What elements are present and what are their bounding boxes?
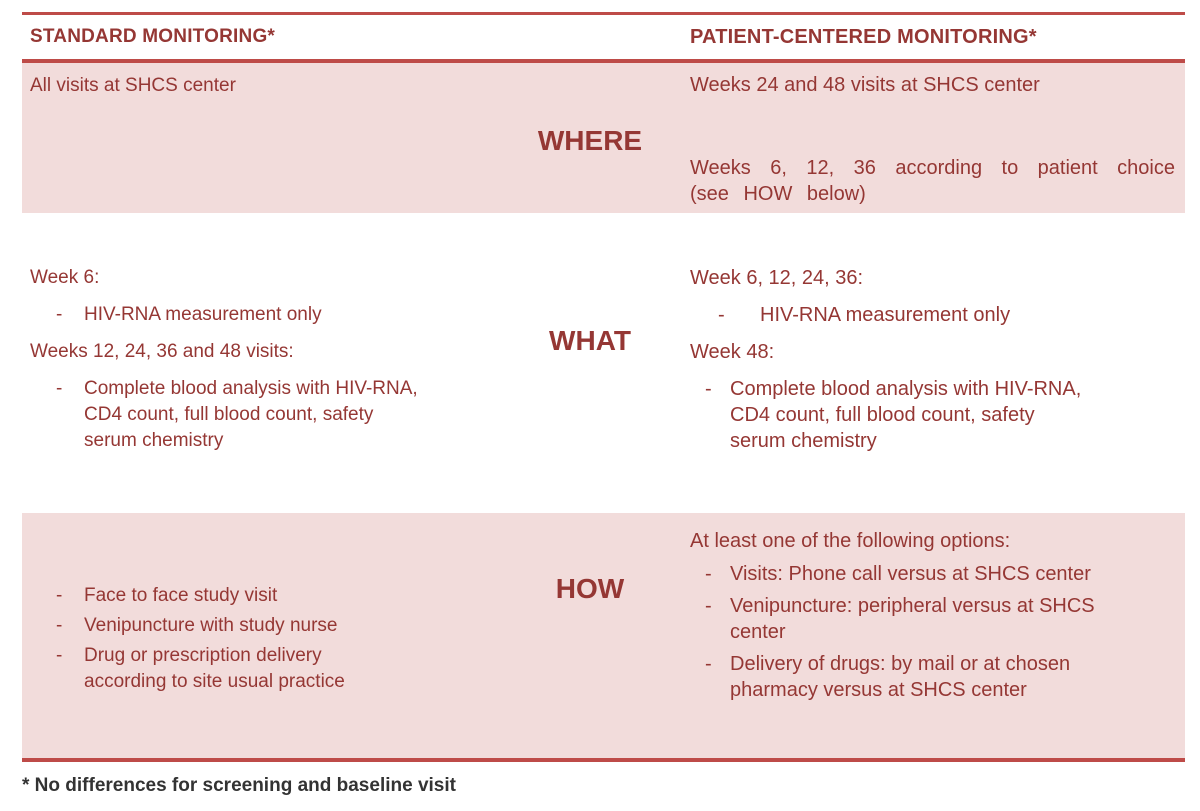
how-patient-cell <box>690 513 1185 758</box>
what-patient-heading-2: Week 48: <box>690 341 775 363</box>
dash-bullet: - <box>705 653 712 675</box>
list-item <box>718 302 1175 328</box>
where-standard-text: All visits at SHCS center <box>30 75 236 96</box>
how-patient-intro: At least one of the following options: <box>690 530 1011 552</box>
row-label-where: WHERE <box>537 125 643 156</box>
what-patient-bullet-1: HIV-RNA measurement only <box>760 304 1011 326</box>
how-standard-bullet-3: Drug or prescription delivery according to site usual practice <box>84 645 345 692</box>
dash-bullet: - <box>56 615 63 636</box>
how-standard-bullet-1: Face to face study visit <box>84 585 278 606</box>
what-standard-heading-1: Week 6: <box>30 267 100 288</box>
table-footnote: * No differences for screening and baseline visit <box>22 775 456 796</box>
dash-bullet: - <box>56 304 63 325</box>
what-standard-heading-2: Weeks 12, 24, 36 and 48 visits: <box>30 341 294 362</box>
bottom-rule <box>22 758 1185 762</box>
where-standard-cell <box>22 63 480 213</box>
where-patient-text-2: Weeks 6, 12, 36 according to patient choice (see HOW below) <box>690 157 1175 205</box>
list-item <box>56 302 472 328</box>
dash-bullet: - <box>56 378 63 399</box>
list-item <box>56 376 472 454</box>
how-patient-bullet-3: Delivery of drugs: by mail or at chosen pharmacy versus at SHCS center <box>730 653 1071 701</box>
dash-bullet: - <box>56 645 63 666</box>
list-item <box>56 583 472 609</box>
list-item <box>56 613 472 639</box>
dash-bullet: - <box>705 595 712 617</box>
what-standard-cell <box>22 213 480 513</box>
dash-bullet: - <box>718 304 725 326</box>
dash-bullet: - <box>705 563 712 585</box>
where-row <box>22 63 1185 213</box>
dash-bullet: - <box>705 378 712 400</box>
what-patient-cell <box>690 213 1185 513</box>
table-header-row <box>22 15 1185 59</box>
list-item <box>705 561 1175 587</box>
how-row <box>22 513 1185 758</box>
how-standard-bullet-2: Venipuncture with study nurse <box>84 615 338 636</box>
dash-bullet: - <box>56 585 63 606</box>
list-item <box>56 643 472 695</box>
what-patient-bullet-2: Complete blood analysis with HIV-RNA, CD4 count, full blood count, safety serum chemistry <box>730 378 1082 452</box>
list-item <box>705 651 1175 703</box>
column-header-standard: STANDARD MONITORING* <box>30 26 276 47</box>
how-standard-cell <box>22 513 480 758</box>
list-item <box>705 593 1175 645</box>
column-header-patient-centered: PATIENT-CENTERED MONITORING* <box>690 25 1037 48</box>
what-patient-heading-1: Week 6, 12, 24, 36: <box>690 267 864 289</box>
row-label-what: WHAT <box>549 325 631 356</box>
where-patient-text-1: Weeks 24 and 48 visits at SHCS center <box>690 74 1040 96</box>
what-standard-bullet-2: Complete blood analysis with HIV-RNA, CD4 count, full blood count, safety serum chemistry <box>84 378 418 451</box>
where-patient-cell <box>690 63 1185 213</box>
list-item <box>705 376 1175 454</box>
row-label-how: HOW <box>555 573 625 604</box>
how-patient-bullet-1: Visits: Phone call versus at SHCS center <box>730 563 1091 585</box>
what-standard-bullet-1: HIV-RNA measurement only <box>84 304 322 325</box>
monitoring-comparison-table <box>22 12 1185 762</box>
how-patient-bullet-2: Venipuncture: peripheral versus at SHCS center <box>730 595 1095 643</box>
what-row <box>22 213 1185 513</box>
